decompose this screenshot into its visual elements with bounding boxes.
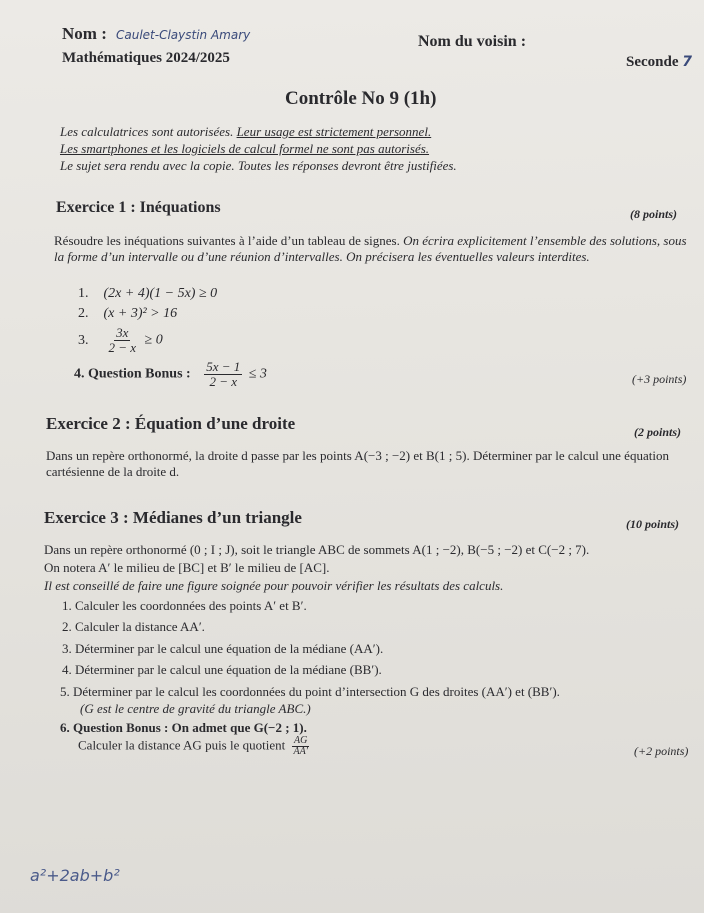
ex3-item-6-line-2	[78, 736, 313, 757]
ex3-item-6-fraction	[291, 736, 309, 757]
handwritten-scribble: a²+2ab+b²	[30, 866, 120, 885]
ex1-bonus	[74, 360, 267, 389]
ex1-bonus-denominator: 2 − x	[209, 374, 237, 389]
ex1-points: (8 points)	[630, 207, 678, 221]
student-name-handwritten: Caulet-Claystin Amary	[116, 28, 251, 42]
ex3-line-1: Dans un repère orthonormé (0 ; I ; J), soit le triangle ABC de sommets A(1 ; −2), B(−5 ; −2) et C(−2 ; 7).	[44, 542, 590, 557]
ex3-item-6-line-1: 6. Question Bonus : On admet que G(−2 ; 1).	[60, 720, 307, 735]
ex2-title: Exercice 2 : Équation d’une droite	[46, 414, 296, 433]
ex1-bonus-fraction	[204, 360, 242, 389]
instructions-personal-use: Leur usage est strictement personnel.	[236, 124, 432, 139]
ex1-bonus-numerator: 5x − 1	[206, 359, 241, 374]
class-label	[626, 54, 692, 71]
voisin-label: Nom du voisin :	[418, 33, 527, 50]
ex1-item-1-expr: (2x + 4)(1 − 5x) ≥ 0	[103, 286, 218, 301]
ex3-item-6-numerator: AG	[294, 735, 308, 746]
ex1-intro-italic: On écrira explicitement l’ensemble des solutions, sous la forme d’un intervalle ou d’une réunion d’intervalles. On précisera les éventuelles valeurs interdites.	[54, 233, 687, 264]
ex1-intro	[54, 233, 696, 265]
ex1-intro-plain: Résoudre les inéquations suivantes à l’aide d’un tableau de signes.	[54, 233, 400, 248]
ex1-item-3-relation: ≥ 0	[144, 332, 163, 348]
ex1-item-3-fraction	[107, 326, 139, 355]
ex3-line-2: On notera A′ le milieu de [BC] et B′ le milieu de [AC].	[44, 560, 330, 575]
ex3-item-4: 4. Déterminer par le calcul une équation de la médiane (BB′).	[62, 662, 382, 677]
ex2-points: (2 points)	[634, 425, 682, 439]
ex3-item-5-note: (G est le centre de gravité du triangle ABC.)	[80, 701, 311, 716]
ex3-item-2: 2. Calculer la distance AA′.	[62, 619, 205, 634]
ex1-item-1	[78, 286, 217, 302]
ex1-bonus-relation: ≤ 3	[248, 366, 267, 382]
course-label: Mathématiques 2024/2025	[62, 50, 230, 66]
ex1-bonus-points: (+3 points)	[632, 372, 687, 386]
ex3-item-6-text: Calculer la distance AG puis le quotient	[78, 737, 286, 753]
instructions-line-3: Le sujet sera rendu avec la copie. Toutes les réponses devront être justifiées.	[60, 158, 457, 173]
ex1-item-2-number: 2.	[78, 306, 89, 321]
ex3-bonus-points: (+2 points)	[634, 744, 689, 758]
ex1-item-2-expr: (x + 3)² > 16	[103, 306, 178, 321]
ex3-item-3: 3. Déterminer par le calcul une équation de la médiane (AA′).	[62, 641, 384, 656]
ex1-item-3	[78, 326, 163, 355]
ex3-title: Exercice 3 : Médianes d’un triangle	[44, 508, 302, 527]
ex2-text: Dans un repère orthonormé, la droite d passe par les points A(−3 ; −2) et B(1 ; 5). Déterminer par le calcul une équation cartésienne de la droite d.	[46, 448, 669, 479]
instructions-line-1	[60, 124, 431, 140]
ex3-item-1: 1. Calculer les coordonnées des points A′ et B′.	[62, 598, 307, 613]
ex1-item-3-numerator: 3x	[116, 325, 129, 340]
ex3-points: (10 points)	[626, 517, 680, 531]
instructions-line-2: Les smartphones et les logiciels de calcul formel ne sont pas autorisés.	[60, 141, 430, 156]
class-number-handwritten: 7	[682, 54, 692, 70]
class-text: Seconde	[626, 54, 679, 70]
ex1-item-3-denominator: 2 − x	[108, 340, 137, 355]
ex1-item-3-number: 3.	[78, 332, 89, 348]
exam-title: Contrôle No 9 (1h)	[285, 88, 437, 109]
nom-label: Nom :	[62, 24, 107, 43]
ex1-title: Exercice 1 : Inéquations	[56, 199, 221, 216]
ex3-item-6-denominator: AA′	[293, 746, 308, 757]
ex1-item-1-number: 1.	[78, 286, 89, 301]
ex3-line-3: Il est conseillé de faire une figure soignée pour pouvoir vérifier les résultats des calculs.	[44, 578, 504, 593]
ex1-bonus-label: 4. Question Bonus :	[74, 366, 191, 382]
ex3-item-5: 5. Déterminer par le calcul les coordonnées du point d’intersection G des droites (AA′) et (BB′).	[60, 684, 560, 699]
ex1-item-2	[78, 306, 177, 322]
instructions-calculators: Les calculatrices sont autorisées.	[60, 124, 234, 139]
